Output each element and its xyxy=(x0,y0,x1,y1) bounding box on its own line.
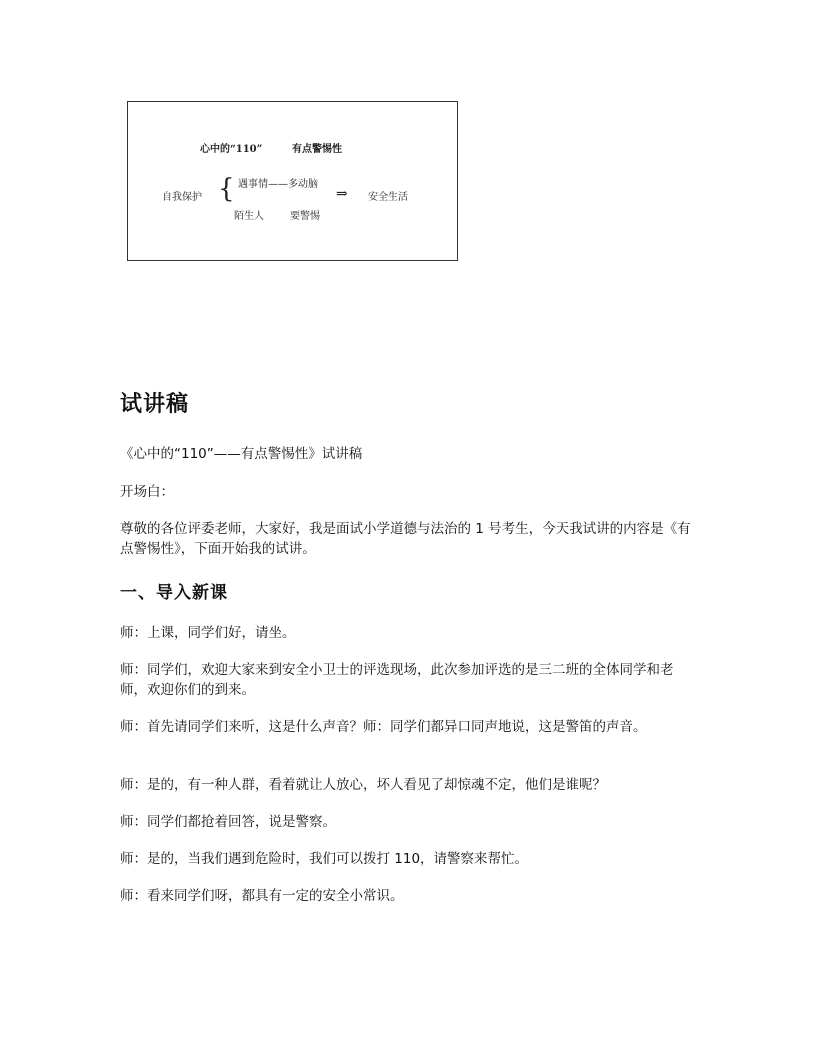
diagram-vigilant: 要警惕 xyxy=(290,211,320,222)
diagram-meet-things: 遇事情——多动脑 xyxy=(238,179,318,190)
diagram-self-protect: 自我保护 xyxy=(162,192,202,203)
page-heading: 试讲稿 xyxy=(120,392,190,417)
paragraph: 师：上课，同学们好，请坐。 xyxy=(120,625,296,641)
paragraph: 师：首先请同学们来听，这是什么声音？师：同学们都异口同声地说，这是警笛的声音。 xyxy=(120,719,647,735)
paragraph: 师：看来同学们呀，都具有一定的安全小常识。 xyxy=(120,888,404,904)
paragraph: 师：同学们，欢迎大家来到安全小卫士的评选现场，此次参加评选的是三二班的全体同学和老师，欢迎你们的到来。 xyxy=(120,662,674,698)
diagram-stranger: 陌生人 xyxy=(234,211,264,222)
paragraph: 师：是的，当我们遇到危险时，我们可以拨打 110，请警察来帮忙。 xyxy=(120,851,529,867)
section-title: 一、导入新课 xyxy=(120,583,228,603)
diagram-safe-life: 安全生活 xyxy=(368,192,408,203)
opening-text: 尊敬的各位评委老师，大家好，我是面试小学道德与法治的 1 号考生，今天我试讲的内容是《有点警惕性》，下面开始我的试讲。 xyxy=(120,521,691,557)
paragraph: 师：是的，有一种人群，看着就让人放心，坏人看见了却惊魂不定，他们是谁呢？ xyxy=(120,777,606,793)
script-subtitle: 《心中的“110”——有点警惕性》试讲稿 xyxy=(120,446,363,462)
blackboard-diagram xyxy=(127,101,458,261)
brace-icon: { xyxy=(218,174,235,204)
opening-label: 开场白： xyxy=(120,484,174,500)
diagram-title-left: 心中的“110” xyxy=(200,144,263,155)
diagram-title-right: 有点警惕性 xyxy=(292,144,342,155)
paragraph: 师：同学们都抢着回答，说是警察。 xyxy=(120,814,336,830)
double-arrow-icon: ⇒ xyxy=(336,186,348,202)
